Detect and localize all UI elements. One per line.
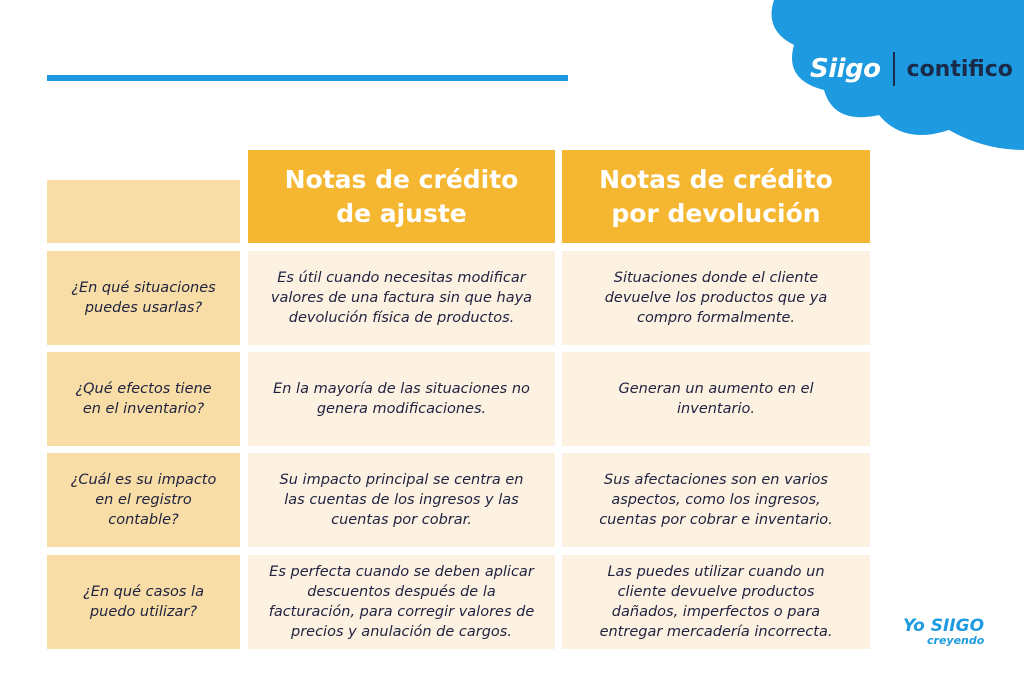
table-cell-devolucion (562, 555, 870, 649)
row-label (47, 453, 240, 547)
creyendo-text: creyendo (927, 634, 985, 647)
cell-text: En la mayoría de las situaciones no genera modificaciones. (273, 381, 530, 417)
table-cell-ajuste (248, 453, 555, 547)
cell-text: Generan un aumento en el inventario. (618, 381, 814, 417)
cell-text: Su impacto principal se centra en las cuentas de los ingresos y las cuentas por cobrar. (279, 472, 524, 528)
brand-logo (810, 52, 1013, 86)
cell-text: Situaciones donde el cliente devuelve los productos que ya compro formalmente. (604, 270, 828, 326)
row-label-text: ¿En qué situaciones puedes usarlas? (71, 280, 216, 316)
table-cell-devolucion (562, 352, 870, 446)
top-accent-bar (47, 75, 568, 81)
table-corner (47, 180, 240, 243)
contifico-logo-text: contifico (906, 56, 1013, 82)
row-label (47, 251, 240, 345)
header-devolucion-text: Notas de crédito por devolución (599, 164, 833, 228)
row-label (47, 555, 240, 649)
table-cell-ajuste (248, 555, 555, 649)
table-cell-devolucion (562, 251, 870, 345)
yo-siigo-logo (897, 602, 997, 657)
siigo-logo-text: Siigo (810, 54, 881, 84)
row-label-text: ¿Cuál es su impacto en el registro contable? (70, 472, 217, 528)
cell-text: Sus afectaciones son en varios aspectos, como los ingresos, cuentas por cobrar e inventario. (599, 472, 833, 528)
row-label-text: ¿En qué casos la puedo utilizar? (83, 584, 204, 620)
logo-separator (893, 52, 895, 86)
header-devolucion (562, 150, 870, 243)
table-cell-devolucion (562, 453, 870, 547)
header-ajuste-text: Notas de crédito de ajuste (284, 164, 519, 228)
yo-siigo-text: Yo SIIGO (903, 616, 985, 636)
cell-text: Las puedes utilizar cuando un cliente devuelve productos dañados, imperfectos o para entregar mercadería incorrecta. (599, 564, 833, 640)
table-cell-ajuste (248, 251, 555, 345)
table-cell-ajuste (248, 352, 555, 446)
row-label (47, 352, 240, 446)
cell-text: Es perfecta cuando se deben aplicar descuentos después de la facturación, para corregir valores de precios y anulación de cargos. (268, 564, 535, 640)
cell-text: Es útil cuando necesitas modificar valores de una factura sin que haya devolución física de productos. (270, 270, 533, 326)
header-ajuste (248, 150, 555, 243)
row-label-text: ¿Qué efectos tiene en el inventario? (75, 381, 212, 417)
